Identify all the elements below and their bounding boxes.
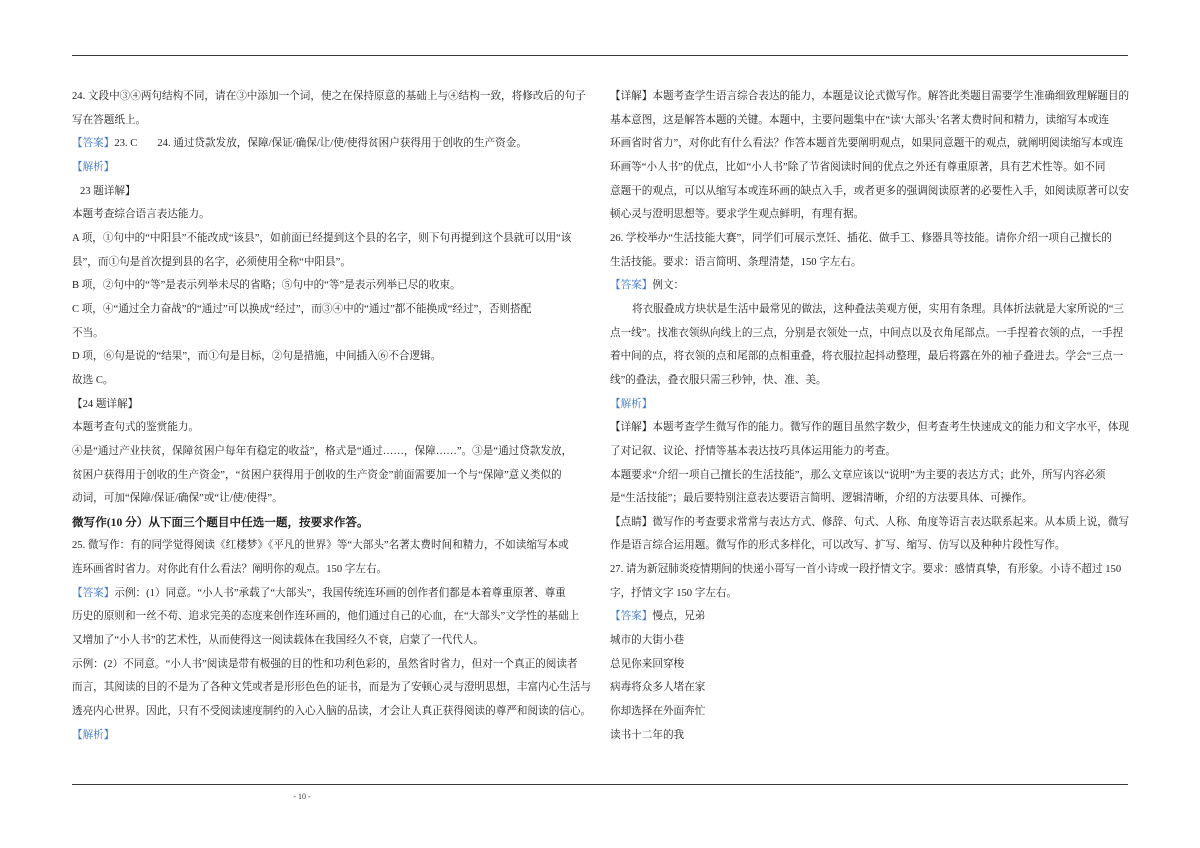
text-line: 又增加了“小人书”的艺术性，从而使得这一阅读载体在我国经久不衰，启蒙了一代代人。 (72, 635, 484, 647)
text-line: 着中间的点，将衣领的点和尾部的点相重叠，将衣服拉起抖动整理，最后将露在外的袖子叠进去。学会“三点一 (610, 351, 1124, 363)
text-line: 生活技能。要求：语言简明、条理清楚，150 字左右。 (610, 256, 862, 268)
answer-line (610, 605, 1130, 629)
poem-line: 你却选择在外面奔忙 (610, 706, 706, 718)
analysis-label: 【解析】 (72, 161, 115, 173)
text-line: D 项，⑥句是说的“结果”，而①句是目标，②句是措施，中间插入⑥不合逻辑。 (72, 351, 442, 363)
text-line: 环画省时省力”，对你此有什么看法？作答本题首先要阐明观点，如果同意题干的观点，就阐明阅读缩写本或连 (610, 138, 1124, 150)
poem-line: 总见你来回穿梭 (610, 658, 685, 670)
text-line: C 项，④“通过全力奋战”的“通过”可以换成“经过”，而③④中的“通过”都不能换成“经过”，否则搭配 (72, 303, 532, 315)
text-line: 基本意图，这是解答本题的关键。本题中，主要问题集中在“读‘大部头’名著太费时间和精力，读缩写本或连 (610, 114, 1110, 126)
text-line: 字，抒情文字 150 字左右。 (610, 587, 738, 599)
answer-line (72, 132, 592, 156)
text-line: 而言，其阅读的目的不是为了各种文凭或者是形形色色的证书，而是为了安顿心灵与澄明思想，丰富内心生活与 (72, 682, 592, 694)
text-line: 环画等“小人书”的优点，比如“小人书”除了节省阅读时间的优点之外还有尊重原著，具有艺术性等。如不同 (610, 161, 1106, 173)
right-column (610, 85, 1130, 747)
text-line: 不当。 (72, 327, 104, 339)
text-line: 本题考查句式的鉴赏能力。 (72, 422, 200, 434)
text-line: 动词，可加“保障/保证/确保”或“让/使/使得”。 (72, 493, 283, 505)
text-line: 连环画省时省力。对你此有什么看法？阐明你的观点。150 字左右。 (72, 564, 388, 576)
poem-line: 读书十二年的我 (610, 729, 685, 741)
subsection-heading: 【24 题详解】 (72, 398, 139, 410)
question-27-line: 27. 请为新冠肺炎疫情期间的快递小哥写一首小诗或一段抒情文字。要求：感情真挚，有形象。小诗不超过 150 (610, 564, 1122, 576)
answer-23: 23. C (114, 138, 138, 150)
text-line: 【详解】本题考查学生微写作的能力。微写作的题目虽然字数少，但考查考生快速成文的能力和文字水平，体现 (610, 422, 1130, 434)
bottom-rule (72, 784, 1128, 785)
text-line: 示例：(2）不同意。“小人书”阅读是带有极强的目的性和功利色彩的，虽然省时省力，但对一个真正的阅读者 (72, 658, 578, 670)
question-25-line: 25. 微写作：有的同学觉得阅读《红楼梦》《平凡的世界》等“大部头”名著太费时间和精力，不如读缩写本或 (72, 540, 569, 552)
poem-line: 病毒将众多人堵在家 (610, 682, 706, 694)
text-line: 顿心灵与澄明思想等。要求学生观点鲜明，有理有据。 (610, 209, 865, 221)
answer-24: 24. 通过贷款发放，保障/保证/确保/让/使/使得贫困户获得用于创收的生产资金。 (157, 138, 527, 150)
text-line: 贫困户获得用于创收的生产资金”，“贫困户获得用于创收的生产资金”前面需要加一个与“保障”意义类似的 (72, 469, 562, 481)
answer-text: 慢点，兄弟 (652, 611, 706, 623)
text-line: 县”，而①句是首次提到县的名字，必须使用全称“中阳县”。 (72, 256, 351, 268)
text-line: 【详解】本题考查学生语言综合表达的能力，本题是议论式微写作。解答此类题目需要学生准确细致理解题目的 (610, 91, 1130, 102)
analysis-label: 【解析】 (610, 398, 653, 410)
text-line: 【点睛】微写作的考查要求常常与表达方式、修辞、句式、人称、角度等语言表达联系起来。从本质上说，微写 (610, 516, 1130, 528)
text-line: B 项，②句中的“等”是表示列举未尽的省略；⑤句中的“等”是表示列举已尽的收束。 (72, 280, 461, 292)
poem-line: 城市的大街小巷 (610, 635, 685, 647)
text-line: 将衣服叠成方块状是生活中最常见的做法，这种叠法美观方便，实用有条理。具体折法就是大家所说的“三 (632, 303, 1125, 315)
question-26-line: 26. 学校举办“生活技能大赛”，同学们可展示烹饪、插花、做手工、修器具等技能。请你介绍一项自己擅长的 (610, 232, 1113, 244)
analysis-label: 【解析】 (72, 729, 115, 741)
analysis-line (72, 156, 592, 180)
left-column (72, 85, 592, 747)
text-line: ④是“通过产业扶贫，保障贫困户每年有稳定的收益”，格式是“通过……，保障……”。③是“通过贷款发放， (72, 445, 573, 457)
text-line: 故选 C。 (72, 374, 114, 386)
text-line: 本题考查综合语言表达能力。 (72, 209, 210, 221)
text-line: 意题干的观点，可以从缩写本或连环画的缺点入手，或者更多的强调阅读原著的必要性入手，如阅读原著可以安 (610, 185, 1130, 197)
analysis-line (72, 724, 592, 748)
text-line: 是“生活技能”；最后要特别注意表达要语言简明、逻辑清晰，介绍的方法要具体、可操作。 (610, 493, 1033, 505)
text-line: 了对记叙、议论、抒情等基本表达技巧具体运用能力的考查。 (610, 445, 897, 457)
answer-label: 【答案】 (610, 280, 653, 292)
answer-line (72, 582, 592, 606)
question-24-line: 24. 文段中③④两句结构不同，请在③中添加一个词，使之在保持原意的基础上与④结构一致，将修改后的句子 (72, 91, 586, 102)
answer-label: 【答案】 (610, 611, 653, 623)
text-line: A 项，①句中的“中阳县”不能改成“该县”，如前面已经提到这个县的名字，则下句再提到这个县就可以用“该 (72, 232, 572, 244)
text-line: 写在答题纸上。 (72, 114, 147, 126)
text-line: 透亮内心世界。因此，只有不受阅读速度制约的入心入脑的品读，才会让人真正获得阅读的尊严和阅读的信心。 (72, 706, 592, 718)
answer-text: 示例：(1）同意。“小人书”承载了“大部头”，我国传统连环画的创作者们都是本着尊重原著、尊重 (114, 587, 566, 599)
analysis-line (610, 393, 1130, 417)
page-number: - 10 - (293, 792, 311, 801)
text-line: 本题要求“介绍一项自己擅长的生活技能”，那么文章应该以“说明”为主要的表达方式；此外，所写内容必须 (610, 469, 1106, 481)
top-rule (72, 55, 1128, 56)
answer-text: 例文： (652, 280, 685, 292)
text-line: 点一线”。找准衣领纵向线上的三点，分别是衣领处一点，中间点以及衣角尾部点。一手捏着衣领的点，一手捏 (610, 327, 1124, 339)
subsection-heading: 23 题详解】 (80, 185, 136, 197)
section-heading: 微写作(10 分）从下面三个题目中任选一题，按要求作答。 (72, 515, 369, 529)
answer-label: 【答案】 (72, 138, 115, 150)
text-line: 作是语言综合运用题。微写作的形式多样化，可以改写、扩写、缩写、仿写以及种种片段性写作。 (610, 540, 1066, 552)
text-line: 历史的原则和一丝不苟、追求完美的态度来创作连环画的，他们通过自己的心血，在“大部头”文学性的基础上 (72, 611, 580, 623)
text-line: 线”的叠法，叠衣服只需三秒钟，快、准、美。 (610, 374, 827, 386)
answer-label: 【答案】 (72, 587, 115, 599)
answer-line (610, 274, 1130, 298)
